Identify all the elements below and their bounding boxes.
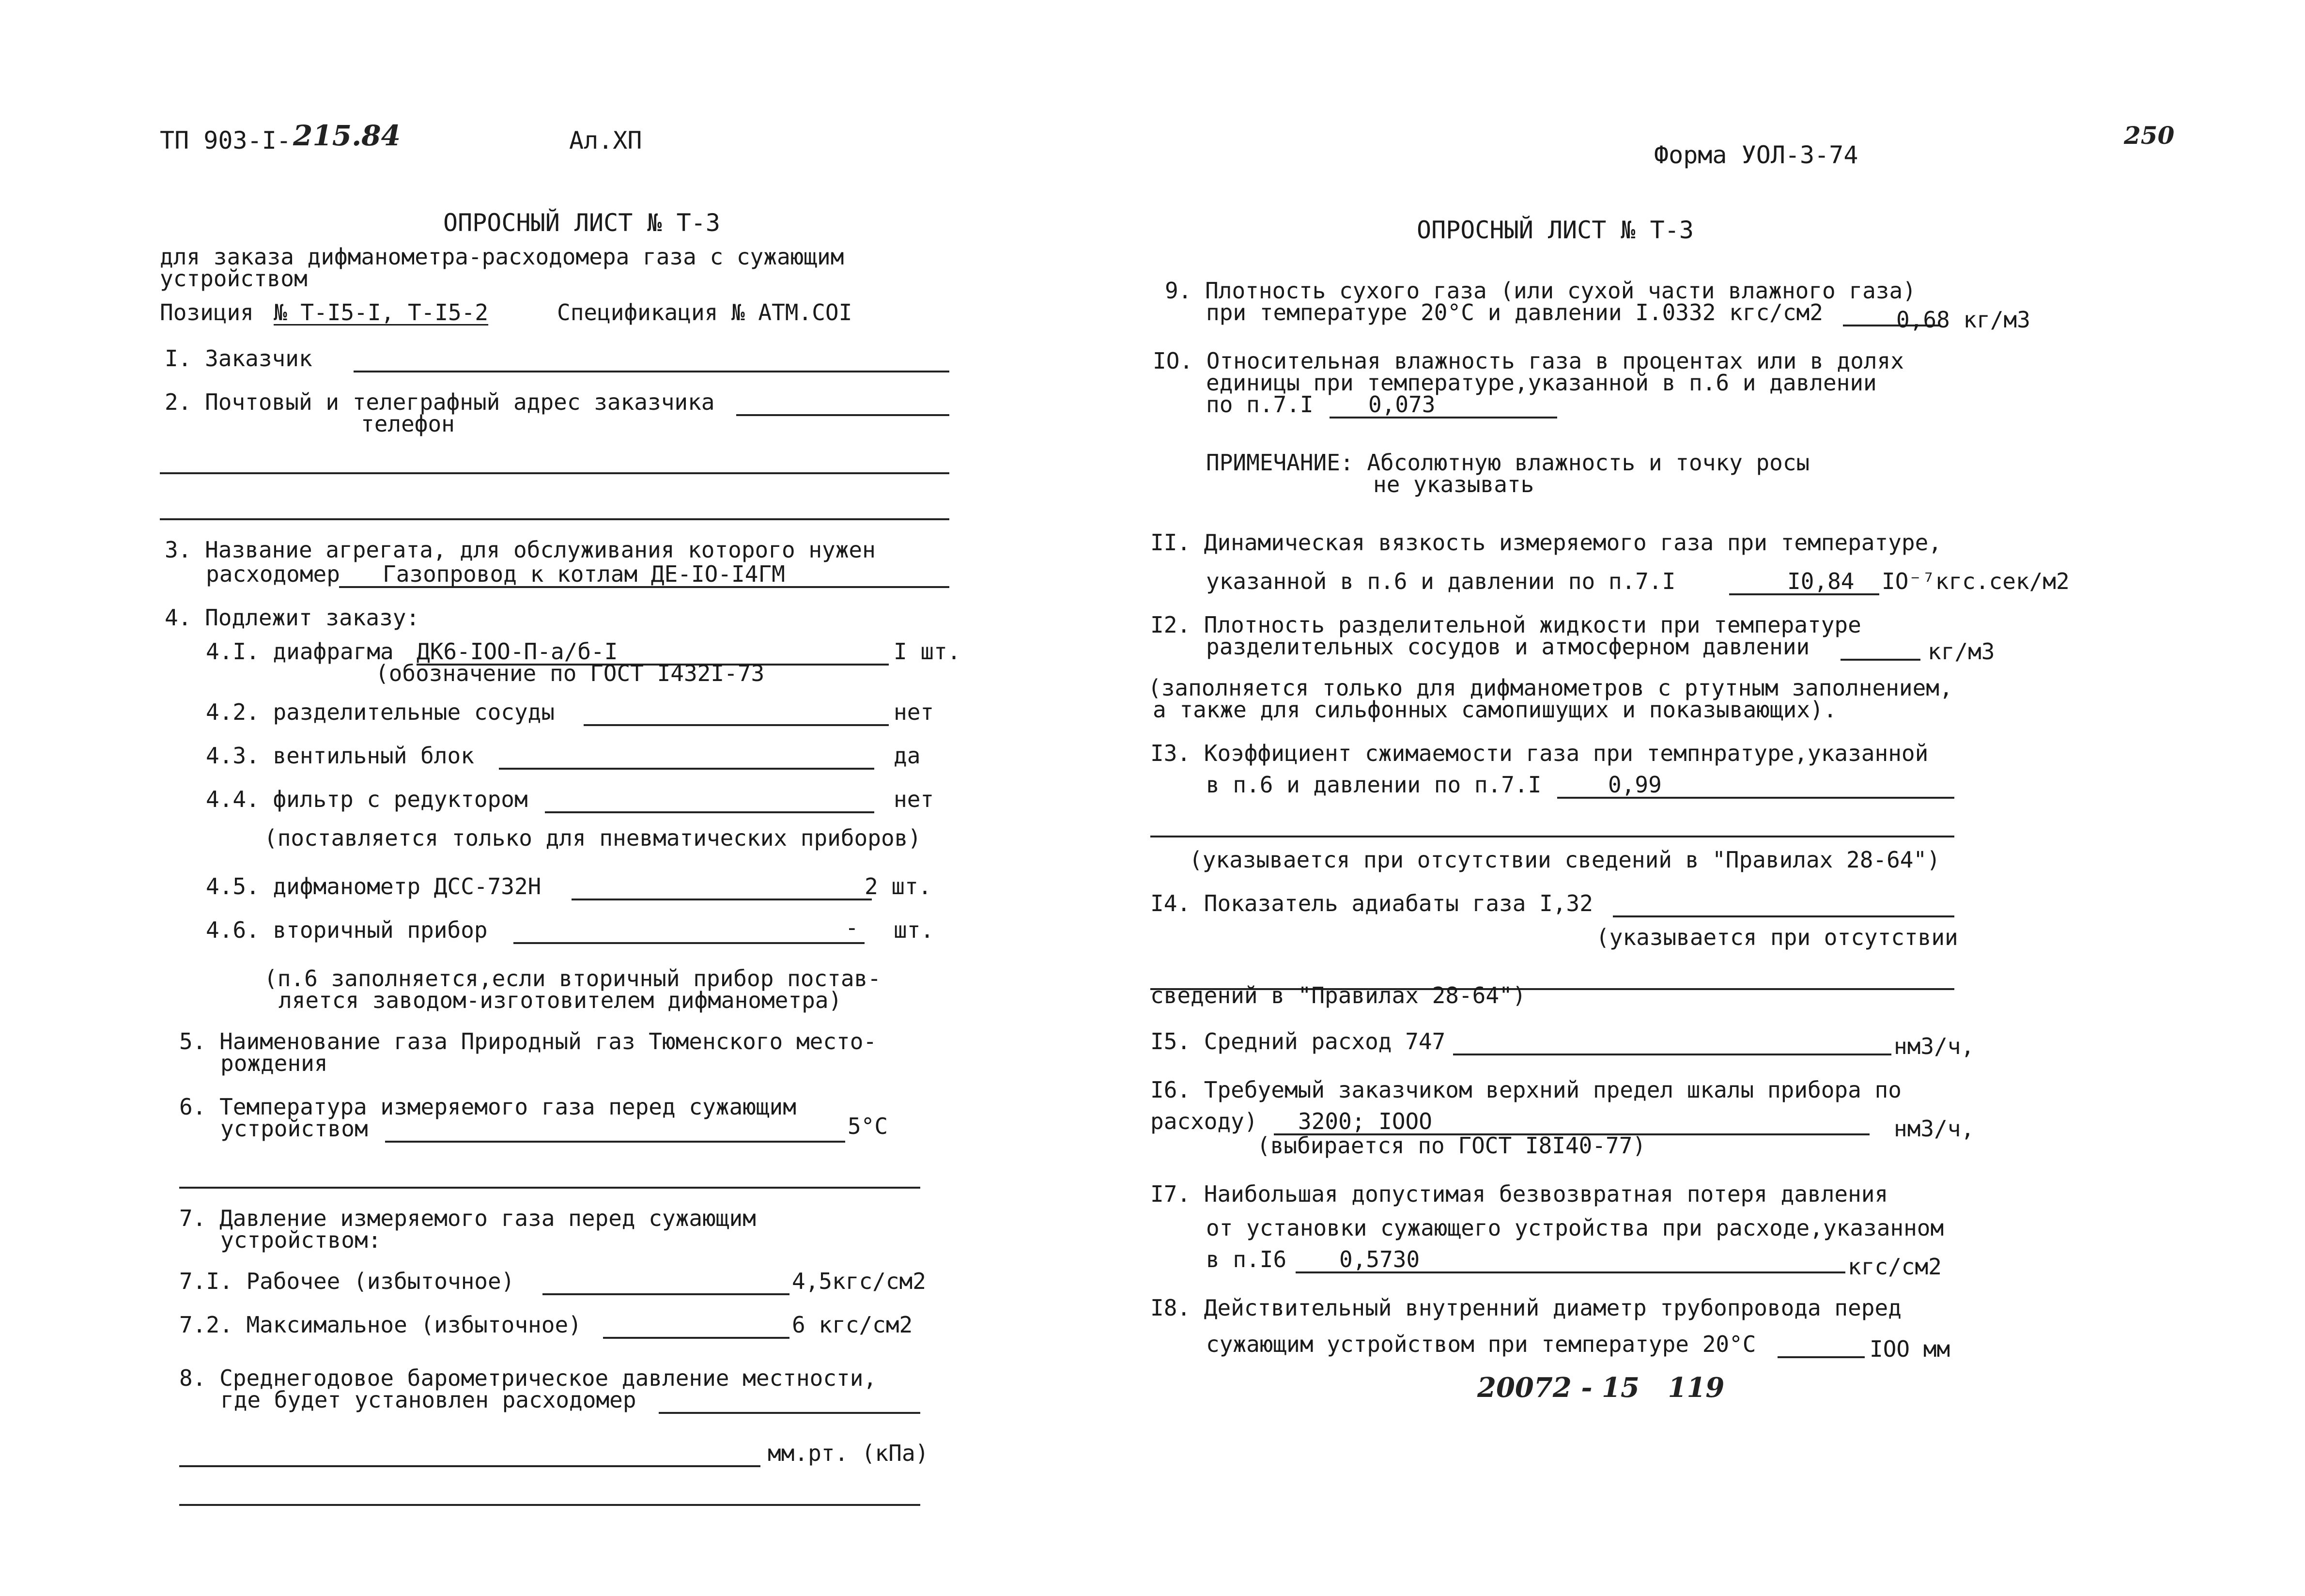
item-12a: I2. Плотность разделительной жидкости при температуре bbox=[1150, 612, 1861, 638]
item-9a: 9. Плотность сухого газа (или сухой части влажного газа) bbox=[1165, 278, 1916, 304]
item-46-label: 4.6. вторичный прибор bbox=[206, 917, 488, 943]
item-46-note1: (п.6 заполняется,если вторичный прибор постав- bbox=[264, 965, 881, 992]
item-41-qty: I шт. bbox=[894, 638, 961, 665]
item-10a: IО. Относительная влажность газа в процентах или в долях bbox=[1153, 348, 1904, 374]
item-12c: (заполняется только для дифманометров с ртутным заполнением, bbox=[1148, 675, 1953, 701]
item-44-line bbox=[545, 811, 874, 813]
item-17-unit: кгс/см2 bbox=[1848, 1254, 1942, 1280]
item-11-value: I0,84 bbox=[1787, 568, 1855, 594]
item-13a: I3. Коэффициент сжимаемости газа при темпнратуре,указанной bbox=[1150, 740, 1929, 766]
item-2: 2. Почтовый и телеграфный адрес заказчика bbox=[165, 389, 715, 415]
item-18-value: IОО мм bbox=[1870, 1336, 1950, 1362]
item-42-value: нет bbox=[894, 699, 934, 725]
item-5a: 5. Наименование газа Природный газ Тюменского место- bbox=[179, 1028, 877, 1054]
item-43-label: 4.3. вентильный блок bbox=[206, 743, 474, 769]
item-10-value: 0,073 bbox=[1368, 391, 1436, 418]
item-8-unit: мм.рт. (кПа) bbox=[768, 1440, 929, 1466]
item-16-note: (выбирается по ГОСТ I8I40-77) bbox=[1257, 1132, 1646, 1159]
item-72-line bbox=[603, 1337, 789, 1339]
item-45-line bbox=[572, 899, 872, 900]
item-17c: в п.I6 bbox=[1206, 1246, 1287, 1272]
item-18a: I8. Действительный внутренний диаметр трубопровода перед bbox=[1150, 1295, 1902, 1321]
item-12d: а также для сильфонных самопишущих и показывающих). bbox=[1153, 697, 1837, 723]
blank-line-1 bbox=[160, 472, 949, 474]
doc-code: ТП 903-I- bbox=[160, 126, 291, 155]
note-line2: не указывать bbox=[1373, 471, 1534, 497]
item-18b: сужающим устройством при температуре 20°С bbox=[1206, 1331, 1756, 1357]
item-15: I5. Средний расход 747 bbox=[1150, 1028, 1446, 1054]
item-10b: единицы при температуре,указанной в п.6 и давлении bbox=[1206, 370, 1877, 396]
form-code: Форма УОЛ-3-74 bbox=[1654, 141, 1858, 169]
item-13-note: (указывается при отсутствии сведений в "Правилах 28-64") bbox=[1189, 847, 1940, 873]
item-43-value: да bbox=[894, 743, 921, 769]
item-5b: рождения bbox=[220, 1050, 328, 1076]
item-14: I4. Показатель адиабаты газа I,32 bbox=[1150, 890, 1593, 916]
item-46-unit: шт. bbox=[894, 917, 934, 943]
item-41-value: ДК6-IОО-П-а/б-I bbox=[417, 638, 618, 665]
item-42-line bbox=[584, 724, 889, 726]
item-44-note: (поставляется только для пневматических приборов) bbox=[264, 825, 922, 851]
item-45-label: 4.5. дифманометр ДСС-732Н bbox=[206, 873, 541, 899]
item-12-unit: кг/м3 bbox=[1928, 638, 1995, 665]
item-8-line bbox=[659, 1412, 920, 1414]
left-title: ОПРОСНЫЙ ЛИСТ № Т-3 bbox=[443, 209, 720, 237]
item-44-label: 4.4. фильтр с редуктором bbox=[206, 786, 528, 812]
item-3b-value: Газопровод к котлам ДЕ-IО-I4ГМ bbox=[383, 561, 785, 587]
item-17-value: 0,5730 bbox=[1339, 1246, 1420, 1272]
item-6a: 6. Температура измеряемого газа перед сужающим bbox=[179, 1094, 796, 1120]
right-title: ОПРОСНЫЙ ЛИСТ № Т-3 bbox=[1417, 216, 1694, 244]
item-4: 4. Подлежит заказу: bbox=[165, 604, 420, 631]
note-line1: ПРИМЕЧАНИЕ: Абсолютную влажность и точку росы bbox=[1206, 449, 1810, 476]
item-71-value: 4,5кгс/см2 bbox=[792, 1268, 926, 1294]
item-18-line bbox=[1778, 1356, 1865, 1358]
item-6-blank-line bbox=[179, 1187, 920, 1189]
item-14-note2: сведений в "Правилах 28-64") bbox=[1150, 982, 1526, 1008]
item-11b: указанной в п.6 и давлении по п.7.I bbox=[1206, 568, 1676, 594]
item-46-note2: ляется заводом-изготовителем дифманометра) bbox=[278, 987, 842, 1013]
item-13-value: 0,99 bbox=[1608, 772, 1662, 798]
item-9b: при температуре 20°С и давлении I.0332 кгс/см2 bbox=[1206, 299, 1823, 325]
item-41-note: (обозначение по ГОСТ I432I-73 bbox=[375, 660, 765, 686]
item-13-blank-line bbox=[1150, 836, 1954, 837]
specification: Спецификация № АТМ.СОI bbox=[557, 299, 852, 325]
item-12b: разделительных сосудов и атмосферном давлении bbox=[1206, 634, 1810, 660]
album-label: Ал.ХП bbox=[569, 126, 642, 155]
item-1-line bbox=[354, 371, 949, 372]
item-72-value: 6 кгс/см2 bbox=[792, 1312, 913, 1338]
item-71-line bbox=[542, 1293, 789, 1295]
item-3b-label: расходомер bbox=[206, 561, 340, 587]
subtitle-line1: для заказа дифманометра-расходомера газа с сужающим bbox=[160, 244, 844, 270]
item-71-label: 7.I. Рабочее (избыточное) bbox=[179, 1268, 515, 1294]
item-8b: где будет установлен расходомер bbox=[220, 1387, 636, 1413]
item-45-value: 2 шт. bbox=[865, 873, 932, 899]
item-6b: устройством bbox=[220, 1116, 368, 1142]
item-3-line bbox=[339, 586, 949, 588]
item-8-blank-line bbox=[179, 1504, 920, 1506]
item-11a: II. Динамическая вязкость измеряемого газа при температуре, bbox=[1150, 529, 1942, 556]
item-14-note1: (указывается при отсутствии bbox=[1596, 924, 1958, 950]
item-15-line bbox=[1453, 1054, 1891, 1055]
item-6-line bbox=[385, 1141, 845, 1143]
item-10-line bbox=[1330, 417, 1557, 418]
item-9-value: 0,68 кг/м3 bbox=[1896, 307, 2030, 333]
item-16-unit: нм3/ч, bbox=[1894, 1116, 1975, 1142]
item-1: I. Заказчик bbox=[165, 345, 312, 372]
item-8-line2 bbox=[179, 1465, 760, 1467]
item-42-label: 4.2. разделительные сосуды bbox=[206, 699, 555, 725]
item-46-value: - bbox=[845, 914, 859, 941]
blank-line-2 bbox=[160, 518, 949, 520]
item-7a: 7. Давление измеряемого газа перед сужающим bbox=[179, 1205, 756, 1231]
item-7b: устройством: bbox=[220, 1227, 382, 1253]
doc-code-handwritten: 215.84 bbox=[293, 119, 401, 152]
item-11-unit: IО⁻⁷кгс.сек/м2 bbox=[1882, 568, 2070, 594]
item-43-line bbox=[499, 768, 874, 770]
item-14-line bbox=[1613, 915, 1954, 917]
position-value: № Т-I5-I, Т-I5-2 bbox=[274, 299, 489, 325]
item-8a: 8. Среднегодовое барометрическое давление местности, bbox=[179, 1365, 877, 1391]
item-46-line bbox=[513, 942, 865, 944]
item-6-value: 5°C bbox=[848, 1113, 888, 1139]
item-2-phone: телефон bbox=[361, 411, 455, 437]
item-13b: в п.6 и давлении по п.7.I bbox=[1206, 772, 1542, 798]
item-17b: от установки сужающего устройства при расходе,указанном bbox=[1206, 1215, 1944, 1241]
item-72-label: 7.2. Максимальное (избыточное) bbox=[179, 1312, 582, 1338]
page-number: 250 bbox=[2124, 121, 2175, 150]
item-3a: 3. Название агрегата, для обслуживания которого нужен bbox=[165, 537, 876, 563]
item-41-label: 4.I. диафрагма bbox=[206, 638, 394, 665]
subtitle-line2: устройством bbox=[160, 265, 308, 292]
handwritten-stamp: 20072 - 15 119 bbox=[1477, 1372, 1725, 1404]
item-10c: по п.7.I bbox=[1206, 391, 1314, 418]
item-16b: расходу) bbox=[1150, 1108, 1258, 1134]
item-2-line bbox=[736, 414, 949, 416]
item-16-value: 3200; IООО bbox=[1298, 1108, 1432, 1134]
item-44-value: нет bbox=[894, 786, 934, 812]
item-16a: I6. Требуемый заказчиком верхний предел шкалы прибора по bbox=[1150, 1077, 1902, 1103]
item-17a: I7. Наибольшая допустимая безвозвратная потеря давления bbox=[1150, 1181, 1888, 1207]
item-12-line bbox=[1841, 659, 1920, 661]
position-label: Позиция bbox=[160, 299, 254, 325]
item-15-unit: нм3/ч, bbox=[1894, 1033, 1975, 1059]
